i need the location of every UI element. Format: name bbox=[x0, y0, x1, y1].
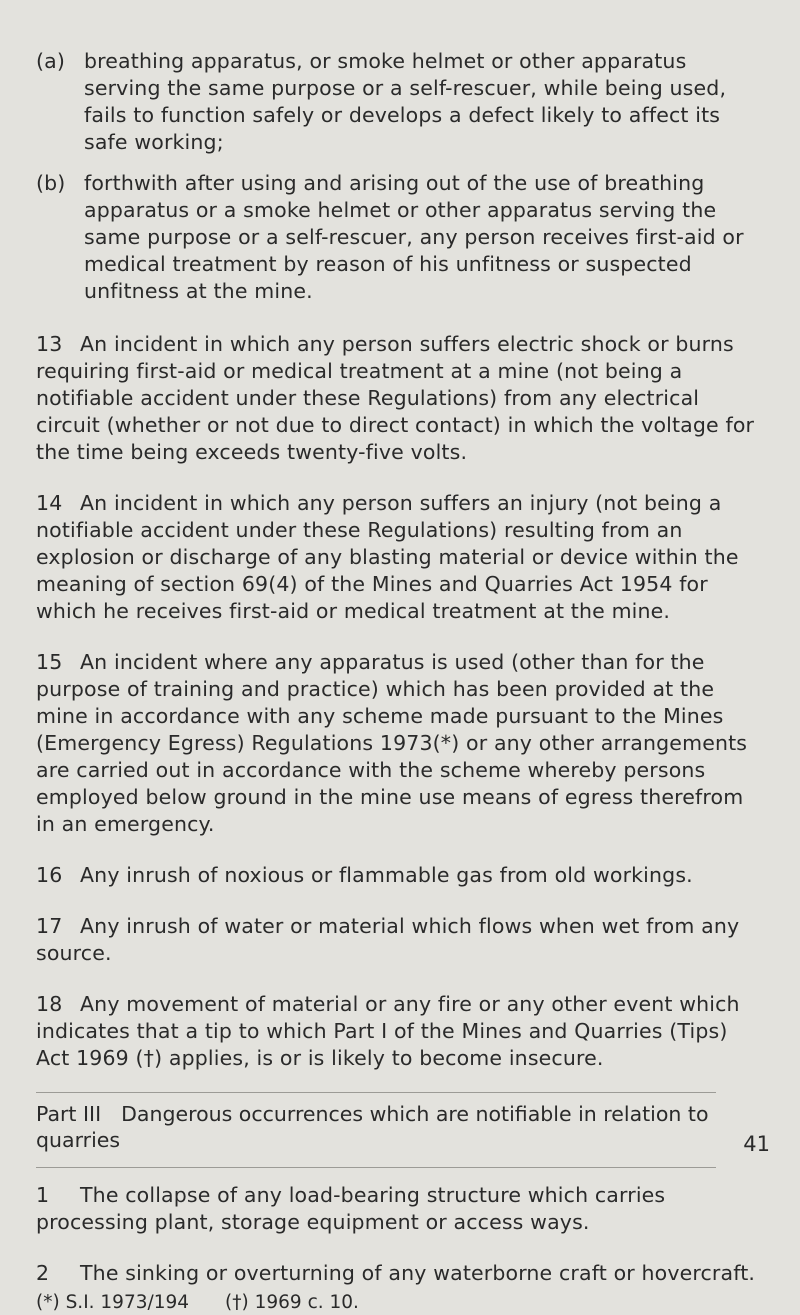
item-number: 15 bbox=[36, 650, 63, 674]
part-item-2 bbox=[36, 1260, 766, 1287]
item-14 bbox=[36, 490, 766, 625]
item-17 bbox=[36, 913, 766, 967]
item-16 bbox=[36, 862, 766, 889]
item-text: Any inrush of water or material which flows when wet from any source. bbox=[36, 914, 740, 965]
document-page bbox=[36, 48, 766, 1315]
subitem-label: (a) bbox=[36, 49, 66, 73]
item-number: 14 bbox=[36, 491, 63, 515]
footnotes bbox=[36, 1291, 766, 1315]
item-number: 2 bbox=[36, 1261, 50, 1285]
item-number: 1 bbox=[36, 1183, 50, 1207]
page-number: 41 bbox=[743, 1132, 770, 1156]
item-text: An incident where any apparatus is used (other than for the purpose of training and practice) which has been provided at the mine in accordance with any scheme made pursuant to the Mines (Emergency Egress) Regulations 1973(*) or any other arrangements are carried out in accordance with the scheme whereby persons employed below ground in the mine use means of egress therefrom in an emergency. bbox=[36, 650, 748, 836]
item-13 bbox=[36, 331, 766, 466]
item-text: Any inrush of noxious or flammable gas from old workings. bbox=[80, 863, 693, 887]
part-title: Dangerous occurrences which are notifiable in relation to quarries bbox=[36, 1102, 709, 1152]
item-18 bbox=[36, 991, 766, 1072]
part-label: Part III bbox=[36, 1102, 102, 1126]
item-text: An incident in which any person suffers an injury (not being a notifiable accident under these Regulations) resulting from an explosion or discharge of any blasting material or device within the meaning of section 69(4) of the Mines and Quarries Act 1954 for which he receives first-aid or medical treatment at the mine. bbox=[36, 491, 739, 623]
item-15 bbox=[36, 649, 766, 838]
subitem-text: forthwith after using and arising out of the use of breathing apparatus or a smoke helmet or other apparatus serving the same purpose or a self-rescuer, any person receives first-aid or medical treatment by reason of his unfitness or suspected unfitness at the mine. bbox=[84, 171, 744, 303]
item-text: The collapse of any load-bearing structure which carries processing plant, storage equipment or access ways. bbox=[36, 1183, 666, 1234]
footnote-1: (*) S.I. 1973/194 bbox=[36, 1292, 190, 1313]
part-item-1 bbox=[36, 1182, 766, 1236]
item-text: The sinking or overturning of any waterborne craft or hovercraft. bbox=[80, 1261, 756, 1285]
subitem-text: breathing apparatus, or smoke helmet or other apparatus serving the same purpose or a self-rescuer, while being used, fails to function safely or develops a defect likely to affect its safe working; bbox=[84, 49, 727, 154]
item-text: An incident in which any person suffers electric shock or burns requiring first-aid or medical treatment at a mine (not being a notifiable accident under these Regulations) from any electrical circuit (whether or not due to direct contact) in which the voltage for the time being exceeds twenty-five volts. bbox=[36, 332, 755, 464]
subitem-b bbox=[36, 170, 766, 305]
item-number: 18 bbox=[36, 992, 63, 1016]
item-number: 17 bbox=[36, 914, 63, 938]
divider bbox=[36, 1167, 716, 1168]
item-number: 16 bbox=[36, 863, 63, 887]
item-number: 13 bbox=[36, 332, 63, 356]
footnote-2: (†) 1969 c. 10. bbox=[225, 1292, 359, 1313]
divider bbox=[36, 1092, 716, 1093]
part-heading bbox=[36, 1101, 766, 1153]
subitem-label: (b) bbox=[36, 171, 66, 195]
subitem-a bbox=[36, 48, 766, 156]
item-text: Any movement of material or any fire or any other event which indicates that a tip to which Part I of the Mines and Quarries (Tips) Act 1969 (†) applies, is or is likely to become insecure. bbox=[36, 992, 740, 1070]
